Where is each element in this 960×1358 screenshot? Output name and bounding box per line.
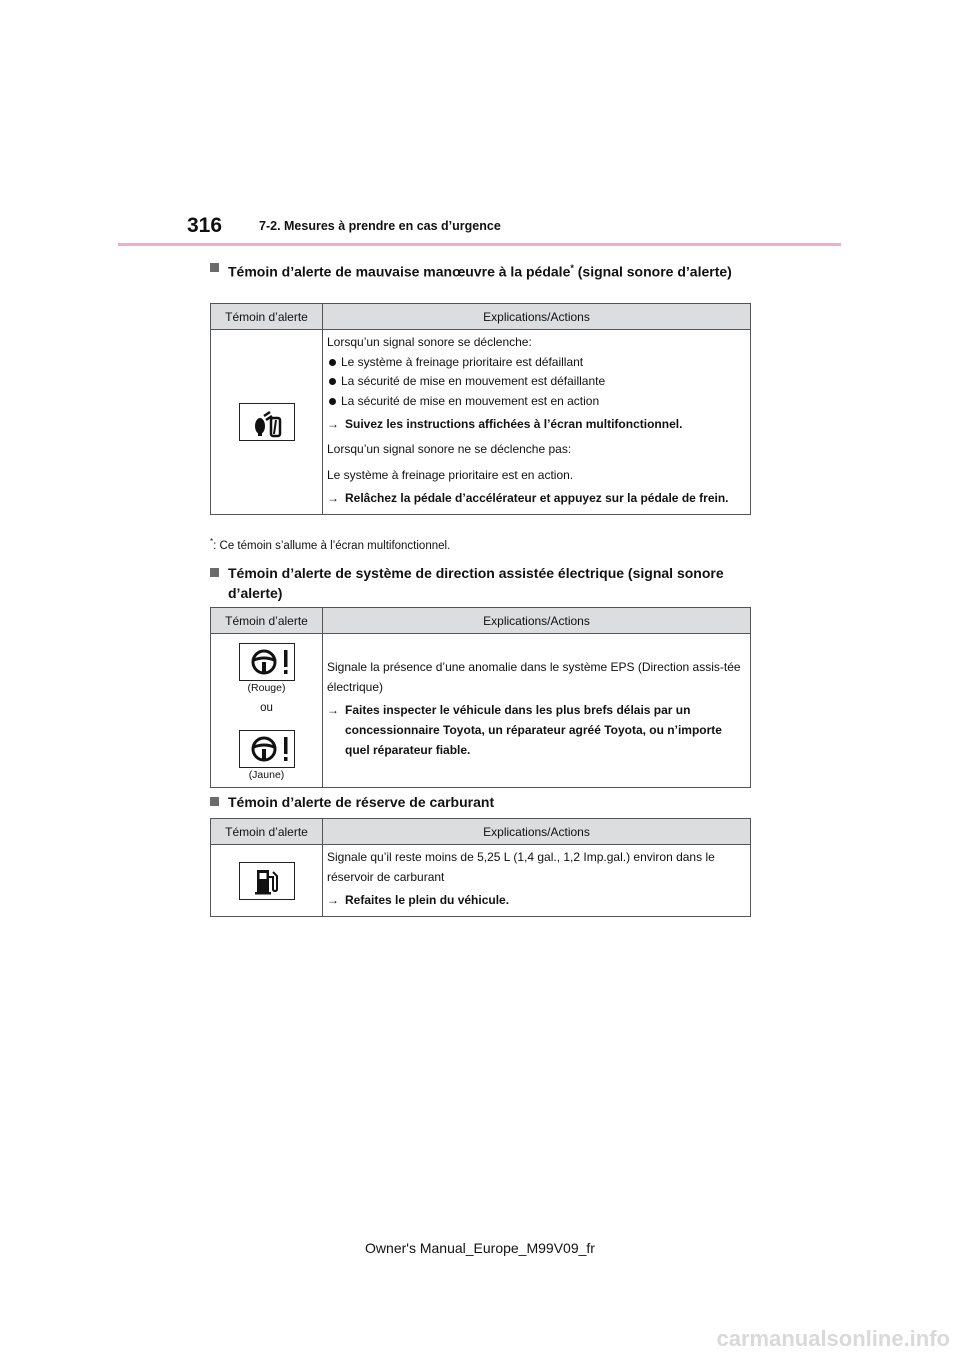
section-title-eps: Témoin d’alerte de système de direction assistée électrique (signal sonore d’alerte) bbox=[210, 563, 748, 603]
eps-warning-table bbox=[210, 607, 751, 788]
arrow-icon: → bbox=[327, 893, 339, 907]
action-item: → Relâchez la pédale d’accélérateur et appuyez sur la pédale de frein. bbox=[327, 488, 746, 508]
bullet-item: Le système à freinage prioritaire est défaillant bbox=[327, 353, 746, 373]
table-header-warning: Témoin d’alerte bbox=[211, 304, 323, 330]
arrow-icon: → bbox=[327, 703, 339, 717]
section-square-icon bbox=[210, 568, 219, 577]
action-item: → Suivez les instructions affichées à l’écran multifonctionnel. bbox=[327, 414, 746, 434]
explanation-cell bbox=[323, 634, 751, 788]
footer-text: Owner's Manual_Europe_M99V09_fr bbox=[365, 1240, 595, 1256]
chapter-title: 7-2. Mesures à prendre en cas d’urgence bbox=[259, 219, 501, 233]
table-header-actions: Explications/Actions bbox=[323, 608, 751, 634]
table-header-actions: Explications/Actions bbox=[323, 304, 751, 330]
action-item: → Refaites le plein du véhicule. bbox=[327, 890, 746, 910]
table-header-actions: Explications/Actions bbox=[323, 819, 751, 845]
action-item: → Faites inspecter le véhicule dans les plus brefs délais par un concessionnaire Toyota, un réparateur agréé Toyota, ou n’importe quel réparateur fiable. bbox=[327, 700, 746, 760]
section-title-fuel: Témoin d’alerte de réserve de carburant bbox=[210, 792, 748, 812]
condition-text: Lorsqu’un signal sonore ne se déclenche pas: bbox=[327, 442, 572, 456]
section-square-icon bbox=[210, 797, 219, 806]
table-header-warning: Témoin d’alerte bbox=[211, 819, 323, 845]
pedal-misoperation-icon bbox=[239, 403, 295, 441]
bullet-item: La sécurité de mise en mouvement est en action bbox=[327, 392, 746, 412]
icon-cell bbox=[211, 330, 323, 515]
or-text: ou bbox=[260, 702, 273, 714]
steering-warning-icon-red bbox=[239, 643, 295, 681]
steering-warning-icon-yellow bbox=[239, 730, 295, 768]
header-divider bbox=[118, 243, 841, 246]
explanation-text: Signale la présence d’une anomalie dans le système EPS (Direction assis-tée électrique) bbox=[327, 660, 741, 694]
icon-cell bbox=[211, 845, 323, 917]
explanation-cell bbox=[323, 330, 751, 515]
pedal-warning-table bbox=[210, 303, 751, 515]
page-number: 316 bbox=[187, 214, 223, 237]
arrow-icon: → bbox=[327, 417, 339, 431]
explanation-cell bbox=[323, 845, 751, 917]
caption-red: (Rouge) bbox=[247, 682, 286, 694]
section-square-icon bbox=[210, 263, 219, 272]
fuel-warning-table bbox=[210, 818, 751, 917]
footnote: *: Ce témoin s’allume à l’écran multifonctionnel. bbox=[210, 537, 451, 552]
icon-cell bbox=[211, 634, 323, 788]
table-header-warning: Témoin d’alerte bbox=[211, 608, 323, 634]
status-text: Le système à freinage prioritaire est en action. bbox=[327, 467, 574, 482]
bullet-item: La sécurité de mise en mouvement est défaillante bbox=[327, 372, 746, 392]
explanation-text: Signale qu’il reste moins de 5,25 L (1,4 gal., 1,2 Imp.gal.) environ dans le réservoir de carburant bbox=[327, 850, 715, 884]
caption-yellow: (Jaune) bbox=[248, 769, 285, 781]
intro-text: Lorsqu’un signal sonore se déclenche: bbox=[327, 335, 532, 349]
watermark: carmanualsonline.info bbox=[716, 1326, 950, 1351]
fuel-pump-icon bbox=[239, 862, 295, 900]
arrow-icon: → bbox=[327, 491, 339, 505]
section-title-pedal: Témoin d’alerte de mauvaise manœuvre à la pédale* (signal sonore d’alerte) bbox=[210, 258, 748, 282]
